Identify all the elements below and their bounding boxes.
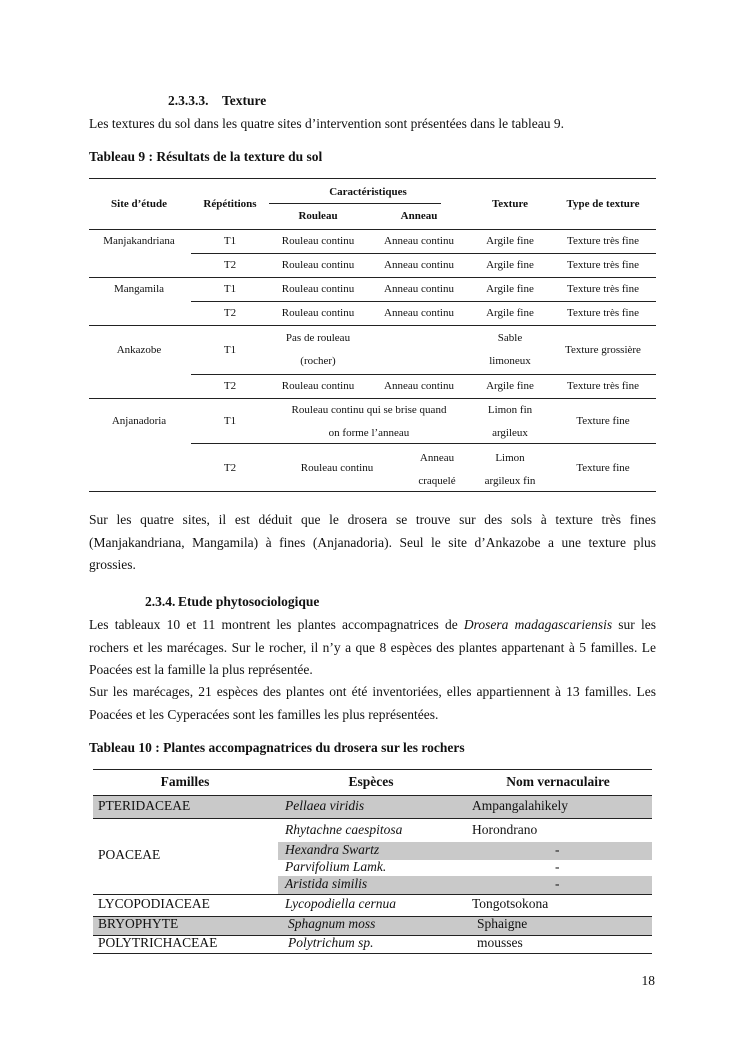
table10-vernacular: Horondrano	[472, 822, 538, 837]
table9-cell-type: Texture très fine	[567, 307, 639, 319]
table10-rule-bottom	[93, 953, 652, 954]
page-number: 18	[641, 973, 655, 988]
table9-cell-type: Texture très fine	[567, 235, 639, 247]
table10-rule-header	[93, 795, 652, 796]
table10-vernacular: -	[555, 842, 560, 857]
table10-header-familles: Familles	[160, 774, 210, 789]
paragraph-text: Les tableaux 10 et 11 montrent les plantes accompagnatrices de	[89, 617, 464, 632]
table9-cell-rep: T1	[223, 415, 237, 427]
table10-species: Polytrichum sp.	[288, 935, 374, 950]
table9-header-caracteristiques: Caractéristiques	[329, 186, 407, 198]
table9-cell-texture: Argile fine	[486, 380, 534, 392]
table9-cell-texture: limoneux	[489, 355, 531, 367]
table9-cell-rep: T1	[223, 235, 237, 247]
table10-rule	[93, 818, 652, 819]
table9-rule	[191, 374, 656, 375]
section-title: Etude phytosociologique	[178, 594, 320, 609]
table9-cell-type: Texture fine	[576, 415, 630, 427]
table9-cell-anneau: craquelé	[418, 475, 456, 487]
table10-species: Lycopodiella cernua	[285, 896, 396, 911]
table9-site: Anjanadoria	[111, 415, 167, 427]
table9-cell-texture: Sable	[497, 332, 523, 344]
table9-rule	[89, 325, 656, 326]
table10-species: Sphagnum moss	[288, 916, 376, 931]
table9-cell-type: Texture très fine	[567, 259, 639, 271]
table10-family: POACEAE	[98, 847, 161, 862]
table9-rule	[89, 277, 656, 278]
table9-rule-subheader	[269, 203, 441, 204]
table10-family: PTERIDACEAE	[98, 798, 191, 813]
table9-cell-rep: T1	[223, 283, 237, 295]
table10-vernacular: Tongotsokona	[472, 896, 549, 911]
table9-header-anneau: Anneau	[400, 210, 438, 222]
table9-cell-anneau: Anneau continu	[384, 380, 454, 392]
table9-cell-rep: T2	[223, 259, 237, 271]
table9-cell-type: Texture très fine	[567, 283, 639, 295]
table9-cell-rouleau: Rouleau continu	[281, 235, 355, 247]
table9-site: Mangamila	[113, 283, 165, 295]
table10-family: BRYOPHYTE	[98, 916, 179, 931]
table9-cell-rouleau: Rouleau continu	[281, 307, 355, 319]
table9-cell-rep: T1	[223, 344, 237, 356]
table9-cell-texture: Argile fine	[486, 259, 534, 271]
table10-species: Hexandra Swartz	[285, 842, 380, 857]
table9-cell-anneau: Anneau continu	[384, 259, 454, 271]
table9-cell-texture: Argile fine	[486, 235, 534, 247]
section-number: 2.3.3.3.	[168, 93, 209, 108]
table10-family: POLYTRICHACEAE	[98, 935, 218, 950]
table9-cell-type: Texture grossière	[565, 344, 641, 356]
table10-vernacular: mousses	[477, 935, 523, 950]
section-title: Texture	[222, 93, 267, 108]
table9-rule	[191, 253, 656, 254]
table9-site: Ankazobe	[116, 344, 162, 356]
section-heading-phyto	[145, 594, 319, 610]
table9-cell-texture: Limon	[495, 452, 525, 464]
species-name: Drosera madagascariensis	[463, 617, 613, 632]
table10-species: Aristida similis	[285, 876, 368, 891]
table9-rule-header	[89, 229, 656, 230]
table9-cell-merged: Rouleau continu qui se brise quand	[291, 404, 447, 416]
table9-header-rouleau: Rouleau	[298, 210, 338, 222]
table9-rule	[191, 443, 656, 444]
table9-cell-texture: Argile fine	[486, 307, 534, 319]
section-number: 2.3.4.	[145, 594, 176, 609]
table9-cell-texture: Limon fin	[487, 404, 533, 416]
table9-cell-texture: Argile fine	[486, 283, 534, 295]
table9	[89, 178, 656, 492]
table10-species: Parvifolium Lamk.	[285, 859, 387, 874]
table9-site: Manjakandriana	[103, 235, 175, 247]
table9-rule-top	[89, 178, 656, 179]
table9-cell-anneau: Anneau continu	[384, 283, 454, 295]
table9-cell-type: Texture fine	[576, 462, 630, 474]
table9-cell-rep: T2	[223, 380, 237, 392]
table10-species: Rhytachne caespitosa	[285, 822, 403, 837]
table9-cell-rouleau: Rouleau continu	[300, 462, 374, 474]
table9-cell-rouleau: Rouleau continu	[281, 259, 355, 271]
table10	[93, 768, 652, 954]
table9-header-site: Site d’étude	[111, 198, 167, 210]
table9-cell-rouleau: (rocher)	[300, 355, 336, 367]
paragraph-text: sur les rochers et les marécages. Sur le rocher, il n’y a que 8 espèces des plantes appartenant à 5 familles. Le Poacées est la famille la plus représentée.	[89, 617, 656, 677]
paragraph-phyto-1	[89, 614, 656, 682]
table9-cell-texture: argileux fin	[484, 475, 536, 487]
table9-cell-merged: on forme l’anneau	[328, 427, 410, 439]
table10-vernacular: -	[555, 876, 560, 891]
section-heading-texture	[168, 93, 266, 109]
table10-rule	[93, 894, 652, 895]
table10-species: Pellaea viridis	[285, 798, 365, 813]
paragraph-phyto-2: Sur les marécages, 21 espèces des plantes ont été inventoriées, elles appartiennent à 13 familles. Les Poacées et les Cyperacées sont les familles les plus représentées.	[89, 684, 656, 722]
table9-cell-anneau: Anneau	[419, 452, 455, 464]
table9-cell-texture: argileux	[492, 427, 528, 439]
table9-header-repetitions: Répétitions	[203, 198, 257, 210]
table9-cell-anneau: Anneau continu	[384, 235, 454, 247]
table9-cell-rouleau: Pas de rouleau	[285, 332, 351, 344]
table10-header-especes: Espèces	[348, 774, 394, 789]
table9-cell-rouleau: Rouleau continu	[281, 283, 355, 295]
table9-cell-rep: T2	[223, 462, 237, 474]
table10-caption: Tableau 10 : Plantes accompagnatrices du drosera sur les rochers	[89, 740, 465, 755]
table10-rule-top	[93, 769, 652, 770]
paragraph-intro-texture: Les textures du sol dans les quatre sites d’intervention sont présentées dans le tableau 9.	[89, 116, 564, 131]
table9-rule-bottom	[89, 491, 656, 492]
table9-header-type: Type de texture	[566, 198, 640, 210]
table9-rule	[89, 398, 656, 399]
table9-cell-rouleau: Rouleau continu	[281, 380, 355, 392]
table10-header-nom: Nom vernaculaire	[506, 774, 610, 789]
table9-cell-rep: T2	[223, 307, 237, 319]
table9-header-texture: Texture	[491, 198, 529, 210]
table10-vernacular: Sphaigne	[477, 916, 528, 931]
table9-caption: Tableau 9 : Résultats de la texture du sol	[89, 149, 323, 164]
table9-cell-anneau: Anneau continu	[384, 307, 454, 319]
table9-cell-type: Texture très fine	[567, 380, 639, 392]
paragraph-conclusion-texture: Sur les quatre sites, il est déduit que le drosera se trouve sur des sols à texture très fines (Manjakandriana, Mangamila) à fines (Anjanadoria). Seul le site d’Ankazobe a une texture plus grossies.	[89, 512, 656, 572]
table9-rule	[191, 301, 656, 302]
table10-vernacular: -	[555, 859, 560, 874]
table10-family: LYCOPODIACEAE	[98, 896, 210, 911]
table10-vernacular: Ampangalahikely	[472, 798, 568, 813]
